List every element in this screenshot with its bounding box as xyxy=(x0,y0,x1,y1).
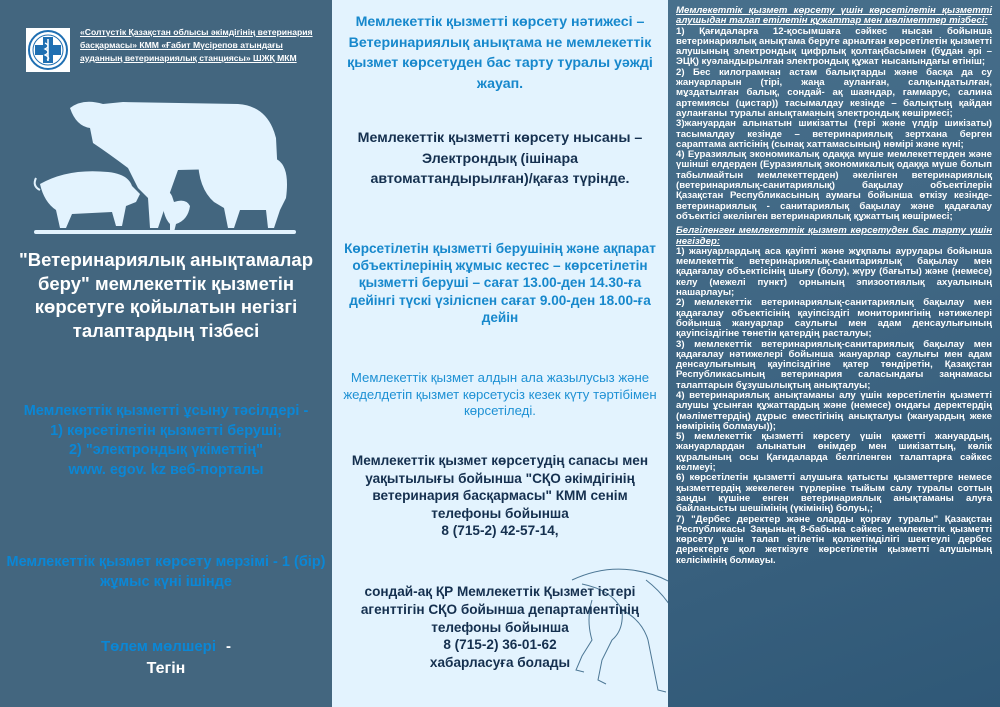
service-fee xyxy=(6,636,326,680)
document-item: 2) Бес килограмнан астам балықтарды және басқа да су жануарларын (тірі, жаңа ауланған, салқындатылған, мұздатылған балық, сондай- ақ шаяндар, гаммарус, салина артемиясы (цистар)) тасымалдау кезінде – балықтың қайдан ауланғаны туралы анықтаманың электрондық көшірмесі; xyxy=(676,66,992,119)
refusal-item: 5) мемлекеттік қызметті көрсету үшін қажетті жануардың, жануарлардан алынатын өнімдер мен шикізаттың, көлік құралының осы Қағидаларда белгіленген талаптарға сәйкес келмеуі; xyxy=(676,431,992,474)
quality-text: Мемлекеттік қызмет көрсетудің сапасы мен уақытылығы бойынша "СҚО әкімдігінің ветеринария басқармасы" КММ сенім телефоны бойынша xyxy=(351,453,649,521)
agency-hotline xyxy=(342,583,658,672)
refusal-item: 4) ветеринариялық анықтаманы алу үшін көрсетілетін қызметті алушы ұсынған құжаттардың және (немесе) ондағы деректердің (мәліметтердің) дұрыс еместігінің анықталуы (жануардың жеке нөмірінің болмауы)); xyxy=(676,389,992,432)
fee-label: Төлем мөлшері xyxy=(100,638,217,655)
fee-dash: - xyxy=(226,638,232,655)
page-title: "Ветеринариялық анықтамалар беру" мемлекеттік қызметін көрсетуге қойылатын негізгі талаптардың тізбесі xyxy=(18,249,314,341)
refusal-item: 6) көрсетілетін қызметті алушыға қатысты қызметтерге немесе қызметтердің жекелеген түрлеріне тыйым салу туралы соттың заңды күшіне енген ветеринариялық анықтаманы алуға байланысты шешімінің (үкімінің) болуы,; xyxy=(676,472,992,515)
service-form: Мемлекеттік қызметті көрсету нысаны – Электрондық (ішінара автоматтандырылған)/қағаз түрінде. xyxy=(357,130,643,187)
quality-hotline xyxy=(342,452,658,540)
refusal-heading: Белгіленген мемлекеттік қызмет көрсетуден бас тарту үшін негіздер: xyxy=(676,225,992,247)
document-item: 4) Еуразиялық экономикалық одаққа мүше мемлекеттерден және үшінші елдерден (Еуразиялық экономикалық одаққа мүше болып табылмайтын мемлекеттерден) әкелінген ветеринариялық (ветеринариялық-санитариялық) бақылау объектілерін Қазақстан Республикасының аумағы бойынша өткізу кезінде-ветеринариялық - санитариялық бақылау және қадағалау объектісі әкелінген ветеринариялық құжаттың көшірмесі; xyxy=(676,149,992,222)
service-result: Мемлекеттік қызметті көрсету нәтижесі – Ветеринариялық анықтама не мемлекеттік қызмет көрсетуден бас тарту туралы уәжді жауап. xyxy=(347,14,653,92)
refusal-item: 2) мемлекеттік ветеринариялық-санитариялық бақылау мен қадағалау объектісінің қауіпсіздігі мониторингінің нәтижелері бойынша жануарлар саулығы мен адам денсаулығының қауіпсіздігіне төнетін қатердің расталуы; xyxy=(676,297,992,340)
organization-header xyxy=(26,26,326,72)
document-item: 3)жануардан алынатын шикізатты (тері және үлдір шикізаты) тасымалдау кезінде – ветеринариялық зертхана берген сараптама актісінің (сынақ хаттамасының) нөмірі және күні; xyxy=(676,118,992,150)
queue-order: Мемлекеттік қызмет алдын ала жазылусыз және жеделдетіп қызмет көрсетусіз кезек күту тәртібімен көрсетіледі. xyxy=(343,370,657,418)
refusal-item: 3) мемлекеттік ветеринариялық-санитариялық бақылау мен қадағалау нәтижелері бойынша жануарлар саулығы мен адам денсаулығының қауіпсіздігіне қатер төндіретін, Қазақстан Республикасының ветеринария саласындағы заңнамасы талаптарын бұзушылықтың анықталуы; xyxy=(676,338,992,391)
veterinary-emblem-icon xyxy=(26,28,70,72)
service-methods xyxy=(6,402,326,480)
farm-animals-illustration xyxy=(28,98,300,248)
agency-text: сондай-ақ ҚР Мемлекеттік Қызмет істері агенттігін СҚО бойынша департаментінің телефоны бойынша xyxy=(360,584,640,635)
document-item: 1) Қағидаларға 12-қосымшаға сәйкес нысан бойынша ветеринариялық анықтама беруге арналған көрсетілетін қызметті алушының электрондық цифрлық қолтаңбасымен (бұдан әрі – ЭЦҚ) куәландырылған электрондық құжат нысанындағы өтініш; xyxy=(676,25,993,68)
fee-value: Тегін xyxy=(146,660,186,677)
work-schedule: Көрсетілетін қызметті берушінің және ақпарат объектілерінің жұмыс кестес – көрсетілетін қызметті беруші – сағат 13.00-ден 14.30-ға дейінгі түскі үзіліспен сағат 9.00-ден 18.00-ға дейін xyxy=(344,241,656,325)
method-egov: 2) "электрондық үкіметтің" xyxy=(68,442,264,458)
refusal-item: 1) жануарлардың аса қауіпті және жұқпалы аурулары бойынша мемлекеттік ветеринариялық-санитариялық бақылау мен қадағалау объектісінің шығу (болу), жүру (бағыты) және (немесе) келу (межелі пункт) орнының эпизоотиялық ахуалының нашарлауы; xyxy=(676,245,992,299)
quality-phone[interactable]: 8 (715-2) 42-57-14, xyxy=(441,523,559,538)
agency-phone[interactable]: 8 (715-2) 36-01-62 xyxy=(443,637,557,653)
right-panel xyxy=(668,0,1000,707)
left-panel xyxy=(0,0,332,707)
refusal-item: 7) "Дербес деректер және оларды қорғау туралы" Қазақстан Республикасы Заңының 8-бабына сәйкес мемлекеттік қызметті көрсету үшін талап етілетін қолжетімділігі шектеулі дербес деректерге қол жеткізуге көрсетілетін қызметті алушының келісімінің болмауы. xyxy=(676,513,992,566)
middle-panel xyxy=(332,0,668,707)
service-term: Мемлекеттік қызмет көрсету мерзімі - 1 (бір) жұмыс күні ішінде xyxy=(6,554,326,590)
organization-name: «Солтүстік Қазақстан облысы әкімдігінің ветеринария басқармасы» КММ «Ғабит Мүсірепов атындағы ауданның ветеринариялық станциясы» ШЖҚ МКМ xyxy=(80,27,313,63)
documents-heading: Мемлекеттік қызмет көрсету үшін көрсетілетін қызметті алушыдан талап етілетін құжаттар мен мәліметтер тізбесі: xyxy=(676,5,992,27)
egov-portal-link[interactable]: www. egov. kz веб-порталы xyxy=(68,461,264,478)
method-provider: 1) көрсетілетін қызметті беруші; xyxy=(50,422,282,439)
requirements-text xyxy=(676,6,992,566)
agency-tail: хабарласуға болады xyxy=(429,655,571,671)
methods-label: Мемлекеттік қызметті ұсыну тәсілдері - xyxy=(23,403,309,419)
